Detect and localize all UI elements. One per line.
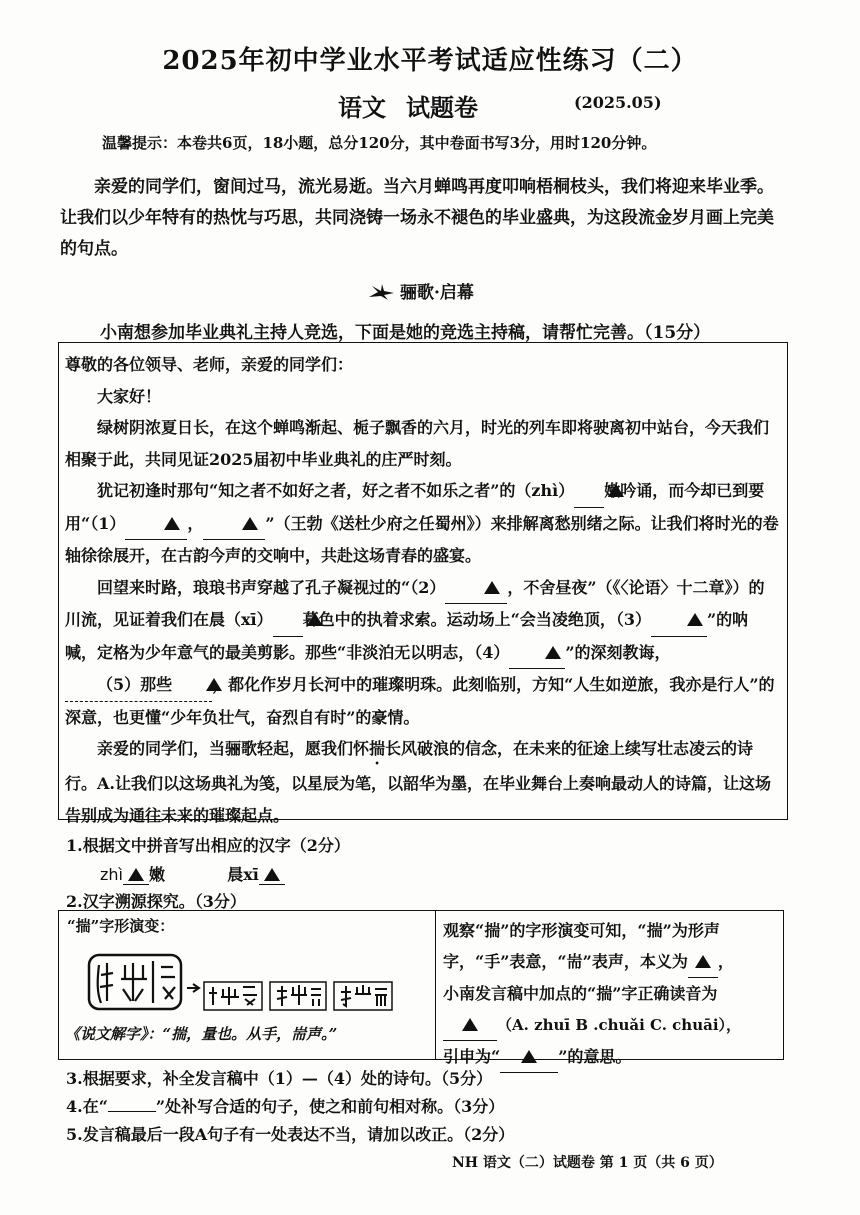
paper-date: (2025.05) <box>574 93 662 112</box>
section-heading <box>368 278 474 303</box>
speech-paragraph-1: 绿树阴浓夏日长，在这个蝉鸣渐起、栀子飘香的六月，时光的列车即将驶离初中站台，今天我们相聚于此，共同见证2025届初中毕业典礼的庄严时刻。 <box>65 418 770 469</box>
speech-box <box>58 342 788 825</box>
answer-blank[interactable] <box>574 475 604 508</box>
bronze-glyph-icon <box>203 981 263 1011</box>
etymology-box <box>58 910 784 1066</box>
answer-blank <box>108 1099 156 1112</box>
paper-type-label: 试题卷 <box>406 93 478 122</box>
exam-tip: 温馨提示：本卷共6页，18小题，总分120分，其中卷面书写3分，用时120分钟。 <box>102 134 657 152</box>
seal-script-glyph-icon <box>87 953 183 1011</box>
intro-paragraph: 亲爱的同学们，窗间过马，流光易逝。当六月蝉鸣再度叩响梧桐枝头，我们将迎来毕业季。让我们以少年特有的热忱与巧思，共同浇铸一场永不褪色的毕业盛典，为这段流金岁月画上完美的句点。 <box>60 177 774 259</box>
speech-hello: 大家好！ <box>97 386 162 406</box>
answer-blank[interactable] <box>688 946 718 978</box>
question-1-items: zhì 嫩 晨xī <box>100 862 285 885</box>
paper-title: 2025年初中学业水平考试适应性练习（二） <box>162 46 698 76</box>
answer-blank[interactable] <box>203 508 265 541</box>
arrow-icon <box>187 983 201 993</box>
speech-paragraph-2: 犹记初逢时那句“知之者不如好之者，好之者不如乐之者”的（zhì） 嫩吟诵，而今却已到要用“（1） ， ”（王勃《送杜少府之任蜀州》）来排解离愁别绪之际。让我们将时光的卷轴徐徐展开，在古韵今声的交响中，共赴这场青春的盛宴。 <box>65 475 779 572</box>
answer-blank[interactable] <box>125 508 187 541</box>
answer-blank[interactable] <box>509 637 565 670</box>
clerical-glyph-icon <box>269 981 327 1011</box>
etymology-question-text: 观察“揣”的字形演变可知，“揣”为形声字，“手”表意，“耑”表声，本义为 ， 小南发言稿中加点的“揣”字正确读音为 （A. zhuī B .chuǎi C. chuāi）， 引申为“ ”的意思。 <box>443 915 779 1073</box>
answer-blank[interactable] <box>273 604 303 637</box>
regular-glyph-icon <box>333 981 393 1011</box>
answer-blank[interactable] <box>123 865 149 885</box>
question-5: 5.发言稿最后一段A句子有一处表达不当，请加以改正。（2分） <box>66 1125 515 1144</box>
answer-blank[interactable] <box>445 572 507 605</box>
swallow-icon <box>368 283 396 301</box>
answer-blank[interactable] <box>500 1041 558 1073</box>
answer-blank[interactable] <box>651 604 707 637</box>
box-divider <box>435 911 436 1059</box>
glyph-evolution-title: “揣”字形演变： <box>67 917 175 935</box>
subject-label: 语文 <box>338 93 386 122</box>
task-instruction: 小南想参加毕业典礼主持人竞选，下面是她的竞选主持稿，请帮忙完善。（15分） <box>100 323 711 343</box>
question-2: 2.汉字溯源探究。（3分） <box>66 892 246 911</box>
question-4: 4.在“ ”处补写合适的句子，使之和前句相对称。（3分） <box>66 1097 505 1116</box>
question-1: 1.根据文中拼音写出相应的汉字（2分） <box>66 836 350 855</box>
answer-blank[interactable] <box>443 1009 497 1041</box>
dotted-character: 揣 <box>369 739 386 758</box>
section-name: 骊歌·启幕 <box>400 283 474 303</box>
paper-subtitle <box>338 88 478 123</box>
page-footer: NH 语文（二）试题卷 第 1 页（共 6 页） <box>452 1155 723 1171</box>
fill-sentence-blank[interactable]: （5）那些 <box>65 669 212 702</box>
question-3: 3.根据要求，补全发言稿中（1）—（4）处的诗句。（5分） <box>66 1069 493 1088</box>
answer-blank[interactable] <box>259 865 285 885</box>
speech-greeting: 尊敬的各位领导、老师，亲爱的同学们： <box>65 355 354 374</box>
shuowen-caption: 《说文解字》：“揣，量也。从手，耑声。” <box>65 1025 338 1043</box>
speech-paragraph-4: 亲爱的同学们，当骊歌轻起，愿我们怀揣长风破浪的信念，在未来的征途上续写壮志凌云的诗行。A.让我们以这场典礼为笺，以星辰为笔，以韶华为墨，在毕业舞台上奏响最动人的诗篇，让这场告别成为通往未来的璀璨起点。 <box>65 739 771 825</box>
speech-paragraph-3: 回望来时路，琅琅书声穿越了孔子凝视过的“（2） ，不舍昼夜”（《〈论语〉十二章》）的川流，见证着我们在晨（xī） 暮色中的执着求索。运动场上“会当凌绝顶，（3） ”的呐喊，定格为少年意气的最美剪影。那些“非淡泊无以明志，（4） ”的深刻教诲，（5）那些 ，都化作岁月长河中的璀璨明珠。此刻临别，方知“人生如逆旅，我亦是行人”的深意，也更懂“少年负壮气，奋烈自有时”的豪情。 <box>65 572 779 734</box>
